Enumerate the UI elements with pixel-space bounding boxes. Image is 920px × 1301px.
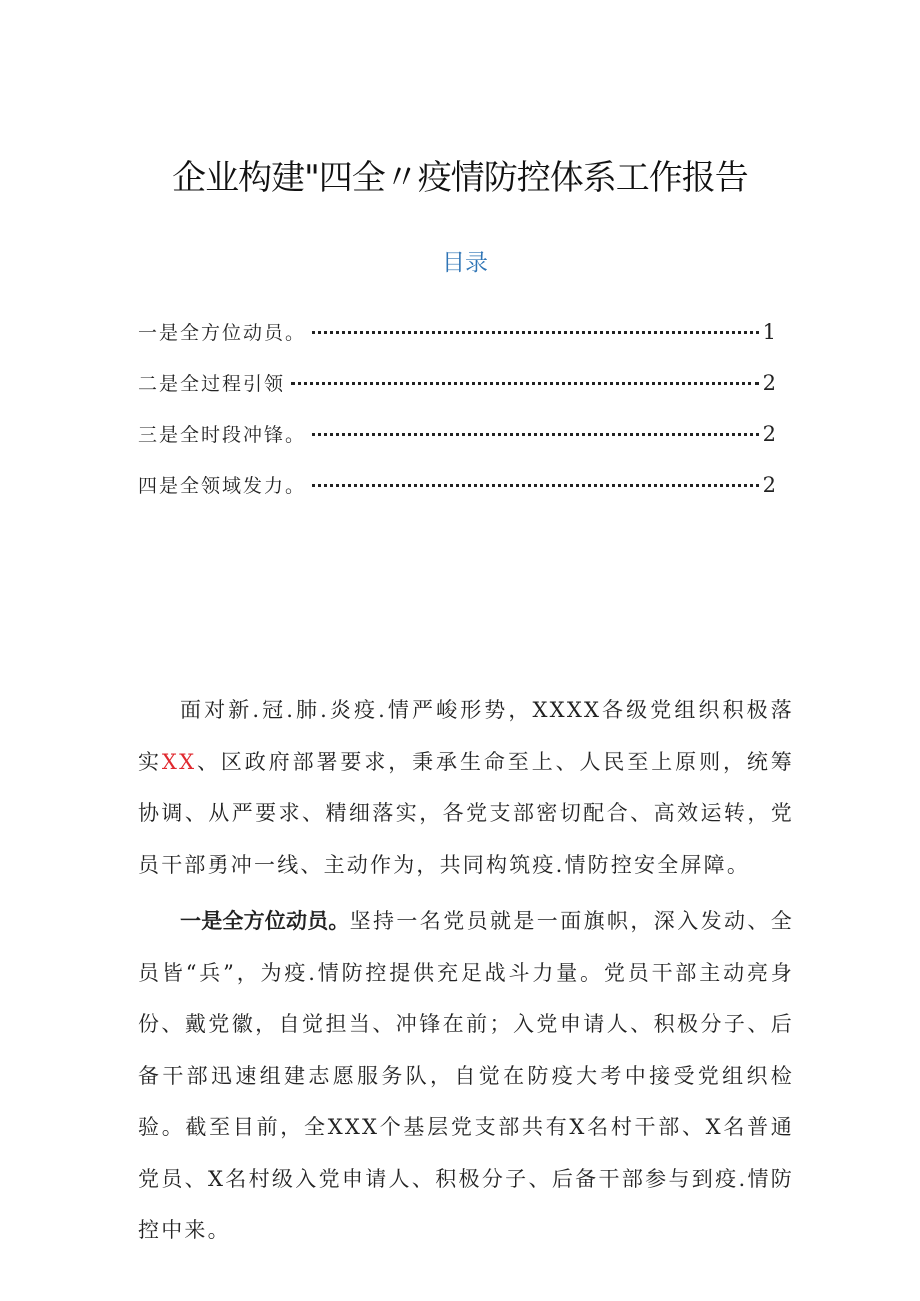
toc-entry-page: 2 <box>762 473 778 497</box>
toc-entry-page: 1 <box>762 320 778 344</box>
toc-entry-page: 2 <box>762 371 778 395</box>
section-text: 坚持一名党员就是一面旗帜，深入发动、全员皆“兵”，为疫.情防控提供充足战斗力量。党员干部主动亮身份、戴党徽，自觉担当、冲锋在前；入党申请人、积极分子、后备干部迅速组建志愿服务队，自觉在防疫大考中接受党组织检验。截至目前，全XXX个基层党支部共有X名村干部、X名普通党员、X名村级入党申请人、积极分子、后备干部参与到疫.情防控中来。 <box>138 909 794 1242</box>
toc-entry-label: 二是全过程引领 <box>138 373 286 395</box>
toc-leader-dots <box>312 331 759 334</box>
toc-leader-dots <box>291 382 759 385</box>
intro-text-part1: 面对新.冠.肺.炎疫.情严峻形势，XXXX各级党组织积极落实 <box>138 698 794 774</box>
toc-leader-dots <box>312 484 759 487</box>
toc-entry[interactable] <box>138 318 778 369</box>
intro-text-part2: 、区政府部署要求，秉承生命至上、人民至上原则，统筹协调、从严要求、精细落实，各党支部密切配合、高效运转，党员干部勇冲一线、主动作为，共同构筑疫.情防控安全屏障。 <box>138 749 795 877</box>
toc-entry-label: 四是全领域发力。 <box>138 475 307 497</box>
highlighted-placeholder: XX <box>161 749 197 774</box>
section-paragraph <box>138 896 794 1257</box>
toc-entry-label: 一是全方位动员。 <box>138 322 307 344</box>
toc-leader-dots <box>312 433 759 436</box>
toc-entry[interactable] <box>138 471 778 522</box>
document-title: 企业构建"四全〃疫情防控体系工作报告 <box>172 158 748 198</box>
intro-paragraph <box>138 685 794 891</box>
toc-entry[interactable] <box>138 369 778 420</box>
toc-heading: 目录 <box>442 250 488 276</box>
section-lead-heading: 一是全方位动员。 <box>180 909 350 933</box>
body-text <box>138 685 794 1262</box>
toc-entry-page: 2 <box>762 422 778 446</box>
table-of-contents <box>138 318 778 522</box>
toc-entry[interactable] <box>138 420 778 471</box>
toc-entry-label: 三是全时段冲锋。 <box>138 424 307 446</box>
